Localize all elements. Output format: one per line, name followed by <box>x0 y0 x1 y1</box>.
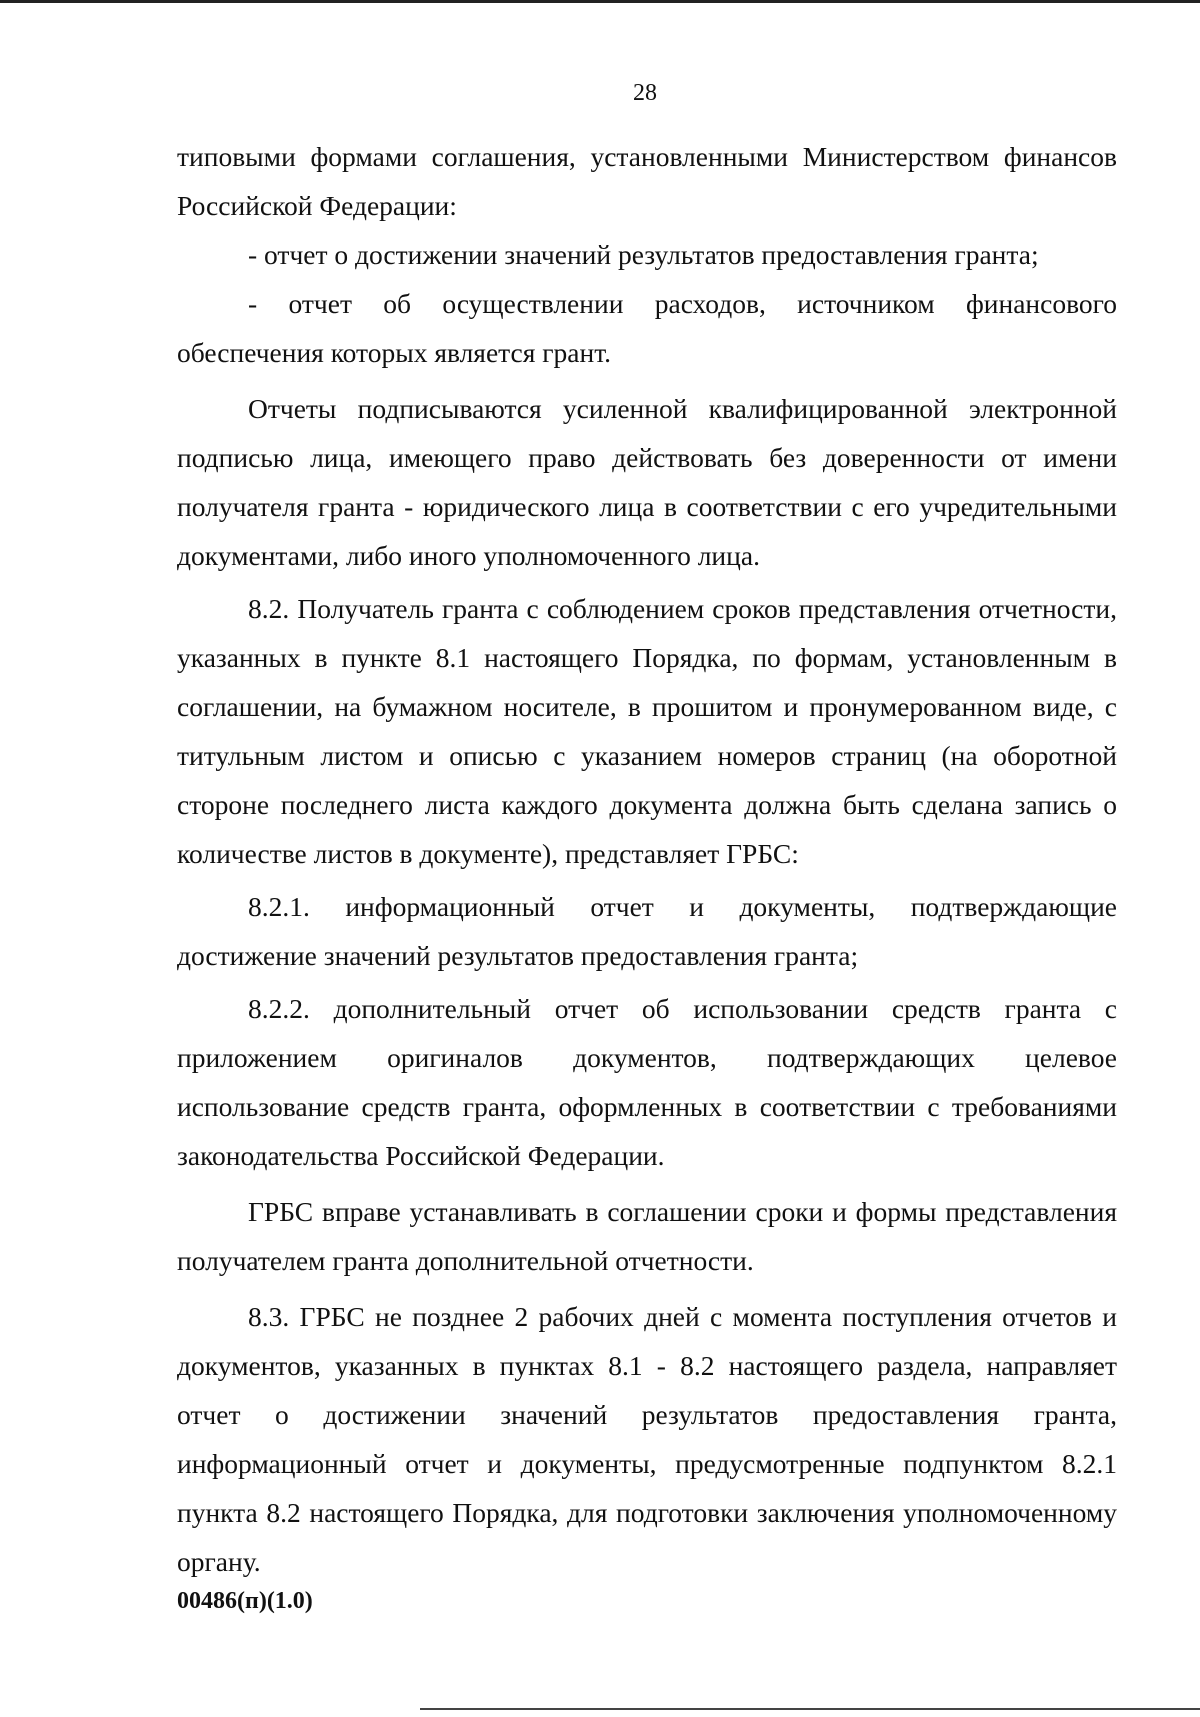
paragraph-8-2: 8.2. Получатель гранта с соблюдением сроков представления отчетности, указанных в пункте 8.1 настоящего Порядка, по формам, установленным в соглашении, на бумажном носителе, в прошитом и пронумерованном виде, с титульным листом и описью с указанием номеров страниц (на оборотной стороне последнего листа каждого документа должна быть сделана запись о количестве листов в документе), представляет ГРБС: <box>177 593 1117 869</box>
list-item-expenses-report: - отчет об осуществлении расходов, источником финансового обеспечения которых является грант. <box>177 288 1117 368</box>
list-item-results-report: - отчет о достижении значений результатов предоставления гранта; <box>248 239 1039 270</box>
scan-bottom-edge <box>420 1708 1200 1710</box>
scan-top-edge <box>0 0 1200 3</box>
paragraph-8-2-2: 8.2.2. дополнительный отчет об использовании средств гранта с приложением оригиналов документов, подтверждающих целевое использование средств гранта, оформленных в соответствии с требованиями законодательства Российской Федерации. <box>177 993 1117 1171</box>
paragraph-reports-signature: Отчеты подписываются усиленной квалифицированной электронной подписью лица, имеющего право действовать без доверенности от имени получателя гранта - юридического лица в соответствии с его учредительными документами, либо иного уполномоченного лица. <box>177 393 1117 571</box>
paragraph-8-3: 8.3. ГРБС не позднее 2 рабочих дней с момента поступления отчетов и документов, указанных в пунктах 8.1 - 8.2 настоящего раздела, направляет отчет о достижении значений результатов предоставления гранта, информационный отчет и документы, предусмотренные подпунктом 8.2.1 пункта 8.2 настоящего Порядка, для подготовки заключения уполномоченному органу. <box>177 1301 1117 1577</box>
paragraph-additional-reporting: ГРБС вправе устанавливать в соглашении сроки и формы представления получателем гранта дополнительной отчетности. <box>177 1196 1117 1276</box>
page-number: 28 <box>633 80 657 106</box>
document-code: 00486(п)(1.0) <box>177 1588 313 1614</box>
paragraph-8-2-1: 8.2.1. информационный отчет и документы, подтверждающие достижение значений результатов предоставления гранта; <box>177 891 1117 971</box>
paragraph-forms-continuation: типовыми формами соглашения, установленными Министерством финансов Российской Федерации: <box>177 141 1117 221</box>
document-body <box>177 132 1117 1586</box>
